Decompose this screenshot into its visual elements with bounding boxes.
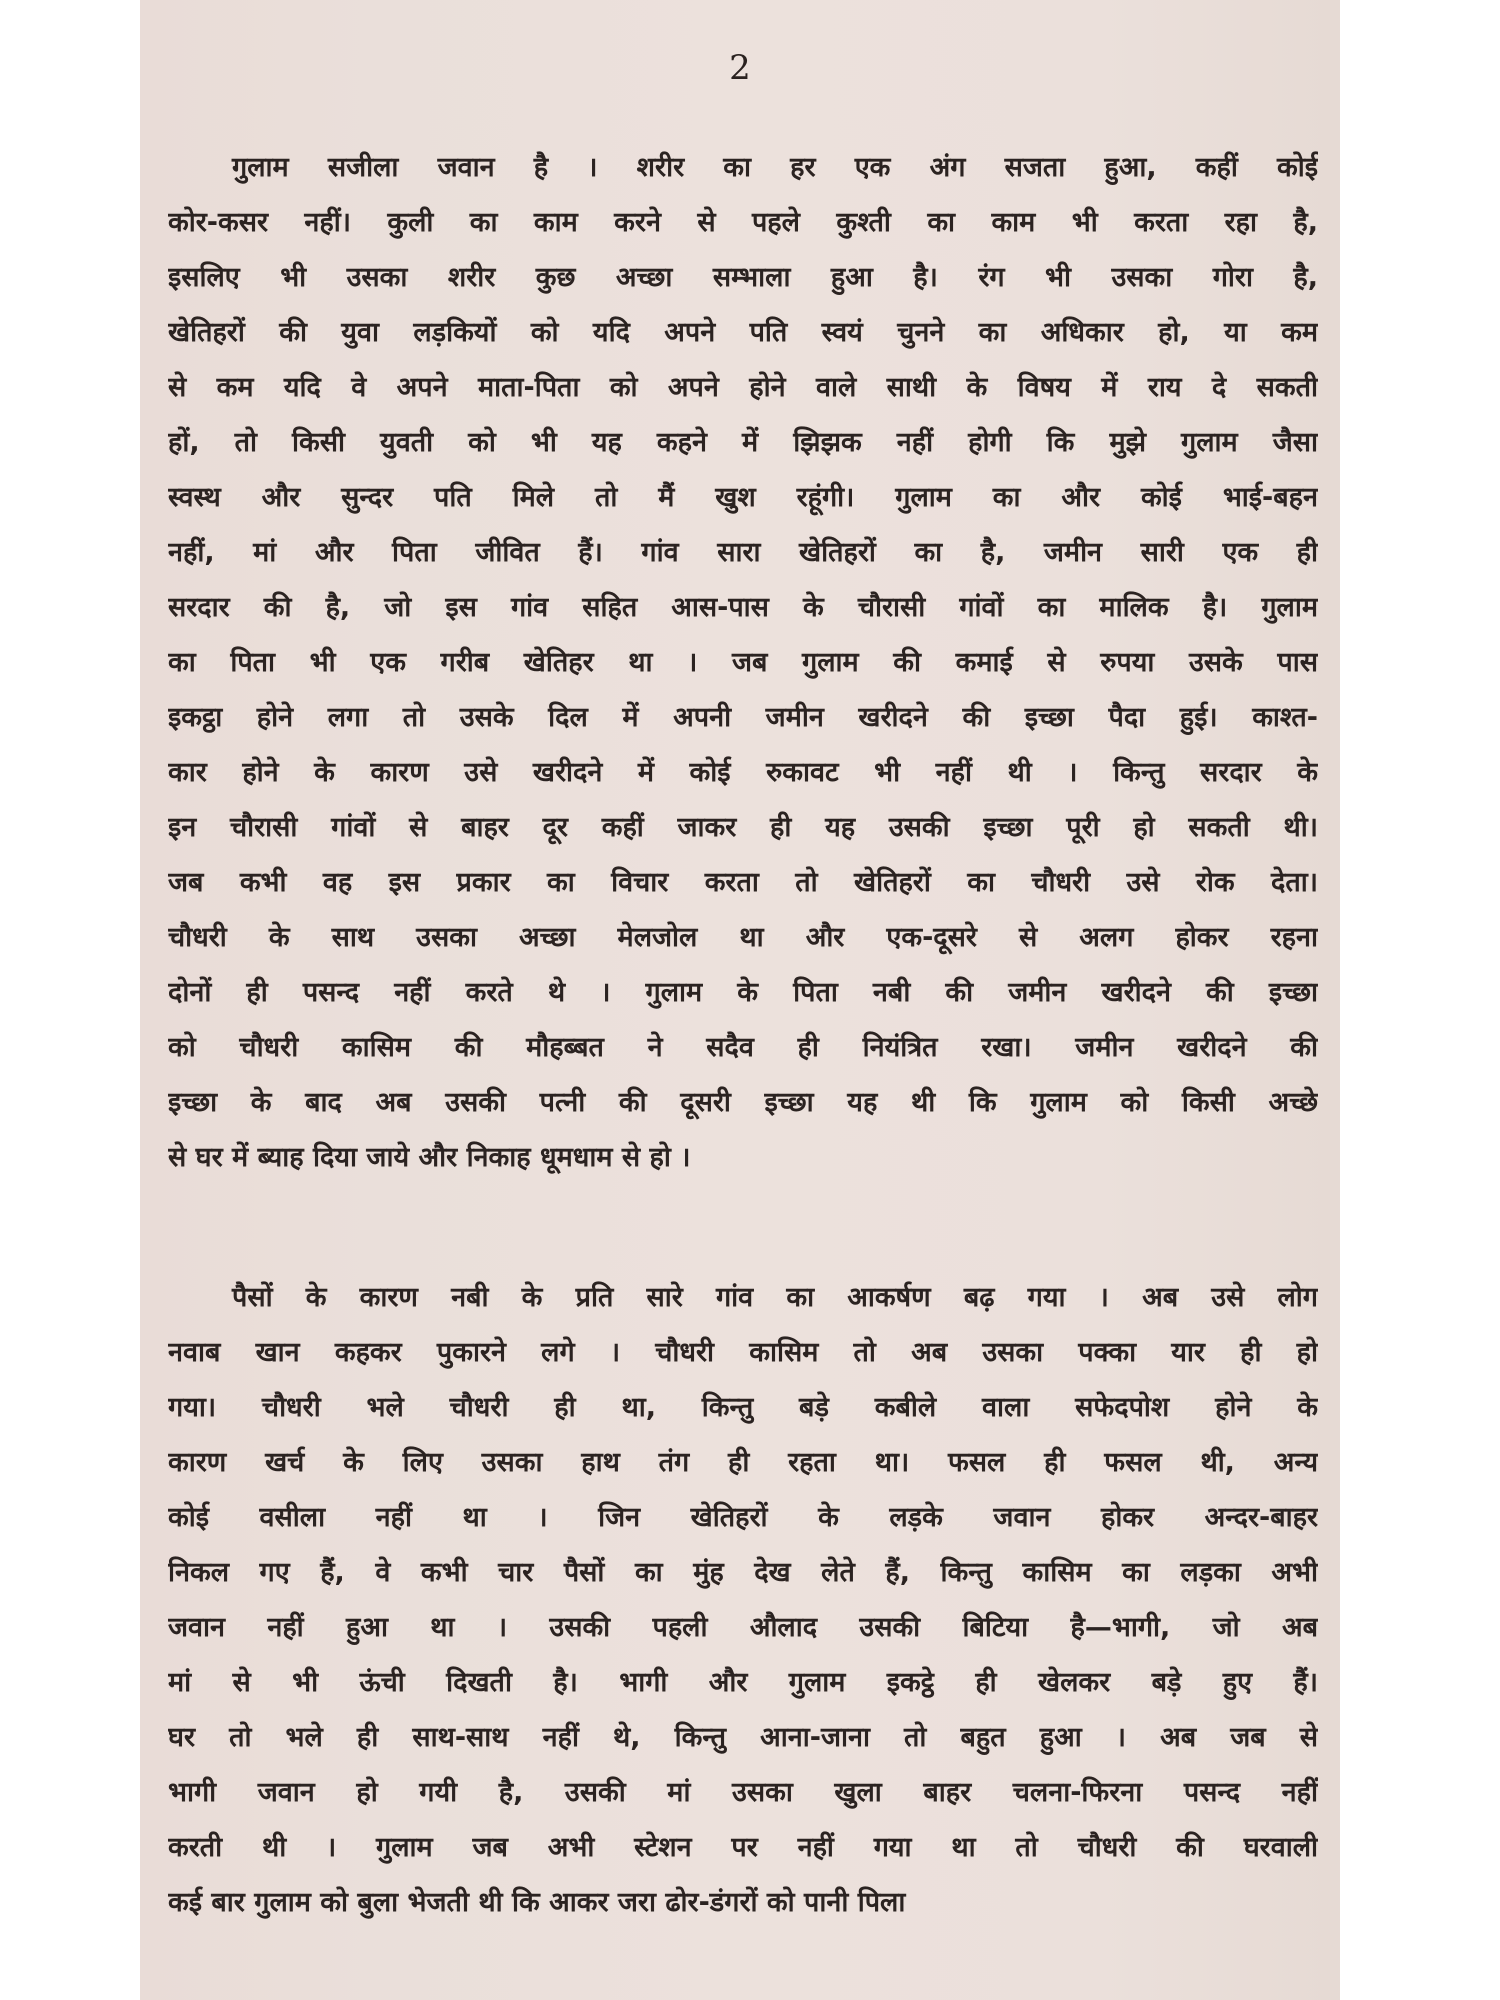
text-line: कार होने के कारण उसे खरीदने में कोई रुकावट भी नहीं थी । किन्तु सरदार के — [168, 757, 1318, 788]
text-line: खेतिहरों की युवा लड़कियों को यदि अपने पति स्वयं चुनने का अधिकार हो, या कम — [168, 317, 1318, 348]
text-line: से कम यदि वे अपने माता-पिता को अपने होने वाले साथी के विषय में राय दे सकती — [168, 372, 1318, 403]
text-line: पैसों के कारण नबी के प्रति सारे गांव का आकर्षण बढ़ गया । अब उसे लोग — [232, 1282, 1318, 1313]
text-line: दोनों ही पसन्द नहीं करते थे । गुलाम के पिता नबी की जमीन खरीदने की इच्छा — [168, 977, 1318, 1008]
text-line: स्वस्थ और सुन्दर पति मिले तो मैं खुश रहूंगी। गुलाम का और कोई भाई-बहन — [168, 482, 1318, 513]
paragraph-2 — [168, 1270, 1318, 1930]
book-page — [140, 0, 1340, 2000]
text-line: कारण खर्च के लिए उसका हाथ तंग ही रहता था। फसल ही फसल थी, अन्य — [168, 1447, 1318, 1478]
page-number: 2 — [729, 48, 751, 88]
text-line: का पिता भी एक गरीब खेतिहर था । जब गुलाम की कमाई से रुपया उसके पास — [168, 647, 1318, 678]
text-line: हों, तो किसी युवती को भी यह कहने में झिझक नहीं होगी कि मुझे गुलाम जैसा — [168, 427, 1318, 458]
text-line: गुलाम सजीला जवान है । शरीर का हर एक अंग सजता हुआ, कहीं कोई — [232, 152, 1318, 183]
text-line: जवान नहीं हुआ था । उसकी पहली औलाद उसकी बिटिया है—भागी, जो अब — [168, 1612, 1318, 1643]
text-line: नहीं, मां और पिता जीवित हैं। गांव सारा खेतिहरों का है, जमीन सारी एक ही — [168, 537, 1318, 568]
paragraph-1 — [168, 140, 1318, 1185]
text-line: कई बार गुलाम को बुला भेजती थी कि आकर जरा ढोर-डंगरों को पानी पिला — [168, 1887, 906, 1918]
text-line: जब कभी वह इस प्रकार का विचार करता तो खेतिहरों का चौधरी उसे रोक देता। — [168, 867, 1318, 898]
text-line: करती थी । गुलाम जब अभी स्टेशन पर नहीं गया था तो चौधरी की घरवाली — [168, 1832, 1318, 1863]
text-line: चौधरी के साथ उसका अच्छा मेलजोल था और एक-दूसरे से अलग होकर रहना — [168, 922, 1318, 953]
text-line: गया। चौधरी भले चौधरी ही था, किन्तु बड़े कबीले वाला सफेदपोश होने के — [168, 1392, 1318, 1423]
text-line: कोई वसीला नहीं था । जिन खेतिहरों के लड़के जवान होकर अन्दर-बाहर — [168, 1502, 1318, 1533]
text-line: इच्छा के बाद अब उसकी पत्नी की दूसरी इच्छा यह थी कि गुलाम को किसी अच्छे — [168, 1087, 1318, 1118]
text-line: इसलिए भी उसका शरीर कुछ अच्छा सम्भाला हुआ है। रंग भी उसका गोरा है, — [168, 262, 1318, 293]
text-line: भागी जवान हो गयी है, उसकी मां उसका खुला बाहर चलना-फिरना पसन्द नहीं — [168, 1777, 1318, 1808]
text-line: मां से भी ऊंची दिखती है। भागी और गुलाम इकट्ठे ही खेलकर बड़े हुए हैं। — [168, 1667, 1318, 1698]
text-line: को चौधरी कासिम की मौहब्बत ने सदैव ही नियंत्रित रखा। जमीन खरीदने की — [168, 1032, 1318, 1063]
text-line: निकल गए हैं, वे कभी चार पैसों का मुंह देख लेते हैं, किन्तु कासिम का लड़का अभी — [168, 1557, 1318, 1588]
text-line: से घर में ब्याह दिया जाये और निकाह धूमधाम से हो । — [168, 1142, 691, 1173]
text-line: इन चौरासी गांवों से बाहर दूर कहीं जाकर ही यह उसकी इच्छा पूरी हो सकती थी। — [168, 812, 1318, 843]
text-line: इकट्ठा होने लगा तो उसके दिल में अपनी जमीन खरीदने की इच्छा पैदा हुई। काश्त- — [168, 702, 1318, 733]
text-line: सरदार की है, जो इस गांव सहित आस-पास के चौरासी गांवों का मालिक है। गुलाम — [168, 592, 1318, 623]
text-line: कोर-कसर नहीं। कुली का काम करने से पहले कुश्ती का काम भी करता रहा है, — [168, 207, 1318, 238]
text-line: नवाब खान कहकर पुकारने लगे । चौधरी कासिम तो अब उसका पक्का यार ही हो — [168, 1337, 1318, 1368]
text-line: घर तो भले ही साथ-साथ नहीं थे, किन्तु आना-जाना तो बहुत हुआ । अब जब से — [168, 1722, 1318, 1753]
